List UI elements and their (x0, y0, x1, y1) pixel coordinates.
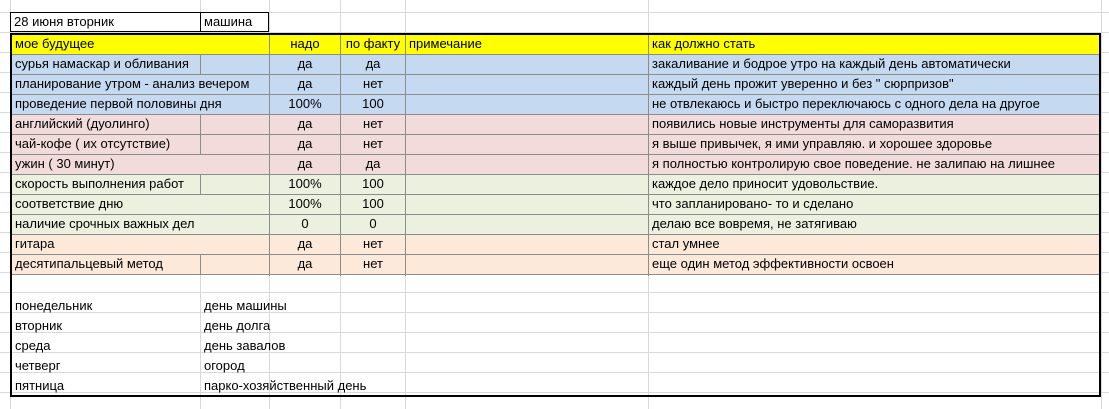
header-remark[interactable]: примечание (409, 36, 482, 51)
need-cell[interactable]: да (297, 76, 313, 91)
should-cell[interactable]: делаю все вовремя, не затягиваю (652, 216, 857, 231)
header-goal[interactable]: мое будущее (15, 36, 95, 51)
actual-cell[interactable]: нет (363, 76, 383, 91)
actual-cell[interactable]: нет (363, 136, 383, 151)
need-cell[interactable]: да (297, 136, 313, 151)
main-table-border (10, 33, 1101, 397)
header-actual[interactable]: по факту (345, 36, 401, 51)
should-cell[interactable]: каждый день прожит уверенно и без " сюрпризов" (652, 76, 954, 91)
should-cell[interactable]: что запланировано- то и сделано (652, 196, 854, 211)
schedule-day[interactable]: четверг (15, 358, 61, 373)
need-cell[interactable]: да (297, 256, 313, 271)
need-cell[interactable]: да (297, 236, 313, 251)
actual-cell[interactable]: 100 (362, 96, 384, 111)
goal-cell[interactable]: ужин ( 30 минут) (15, 156, 115, 171)
actual-cell[interactable]: 100 (362, 196, 384, 211)
need-cell[interactable]: 0 (301, 216, 309, 231)
actual-cell[interactable]: нет (363, 236, 383, 251)
schedule-task[interactable]: день машины (204, 298, 287, 313)
should-cell[interactable]: стал умнее (652, 236, 720, 251)
should-cell[interactable]: я полностью контролирую свое поведение. не залипаю на лишнее (652, 156, 1056, 171)
schedule-task[interactable]: огород (204, 358, 245, 373)
need-cell[interactable]: да (297, 156, 313, 171)
schedule-day[interactable]: пятница (15, 378, 65, 393)
schedule-task[interactable]: день долга (204, 318, 271, 333)
header-need[interactable]: надо (290, 36, 320, 51)
schedule-day[interactable]: среда (15, 338, 51, 353)
goal-cell[interactable]: сурья намаскар и обливания (15, 56, 189, 71)
should-cell[interactable]: я выше привычек, я ими управляю. и хорошее здоровье (652, 136, 993, 151)
date-cell[interactable]: 28 июня вторник (14, 14, 114, 29)
goal-cell[interactable]: английский (дуолинго) (15, 116, 150, 131)
note-cell[interactable]: машина (204, 14, 253, 29)
actual-cell[interactable]: нет (363, 116, 383, 131)
header-should[interactable]: как должно стать (652, 36, 756, 51)
should-cell[interactable]: не отвлекаюсь и быстро переключаюсь с одного дела на другое (652, 96, 1040, 111)
goal-cell[interactable]: чай-кофе ( их отсутствие) (15, 136, 171, 151)
should-cell[interactable]: появились новые инструменты для саморазвития (652, 116, 954, 131)
need-cell[interactable]: 100% (288, 96, 322, 111)
actual-cell[interactable]: нет (363, 256, 383, 271)
schedule-task[interactable]: парко-хозяйственный день (204, 378, 367, 393)
schedule-day[interactable]: понедельник (15, 298, 93, 313)
need-cell[interactable]: 100% (288, 176, 322, 191)
need-cell[interactable]: да (297, 116, 313, 131)
should-cell[interactable]: закаливание и бодрое утро на каждый день автоматически (652, 56, 1011, 71)
actual-cell[interactable]: 0 (369, 216, 377, 231)
goal-cell[interactable]: гитара (15, 236, 55, 251)
need-cell[interactable]: да (297, 56, 313, 71)
should-cell[interactable]: еще один метод эффективности освоен (652, 256, 894, 271)
goal-cell[interactable]: десятипальцевый метод (15, 256, 163, 271)
goal-cell[interactable]: соответствие дню (15, 196, 124, 211)
actual-cell[interactable]: да (365, 156, 381, 171)
goal-cell[interactable]: скорость выполнения работ (15, 176, 184, 191)
schedule-day[interactable]: вторник (15, 318, 63, 333)
goal-cell[interactable]: проведение первой половины дня (15, 96, 222, 111)
actual-cell[interactable]: да (365, 56, 381, 71)
actual-cell[interactable]: 100 (362, 176, 384, 191)
should-cell[interactable]: каждое дело приносит удовольствие. (652, 176, 879, 191)
schedule-task[interactable]: день завалов (204, 338, 286, 353)
goal-cell[interactable]: наличие срочных важных дел (15, 216, 195, 231)
goal-cell[interactable]: планирование утром - анализ вечером (15, 76, 250, 91)
need-cell[interactable]: 100% (288, 196, 322, 211)
